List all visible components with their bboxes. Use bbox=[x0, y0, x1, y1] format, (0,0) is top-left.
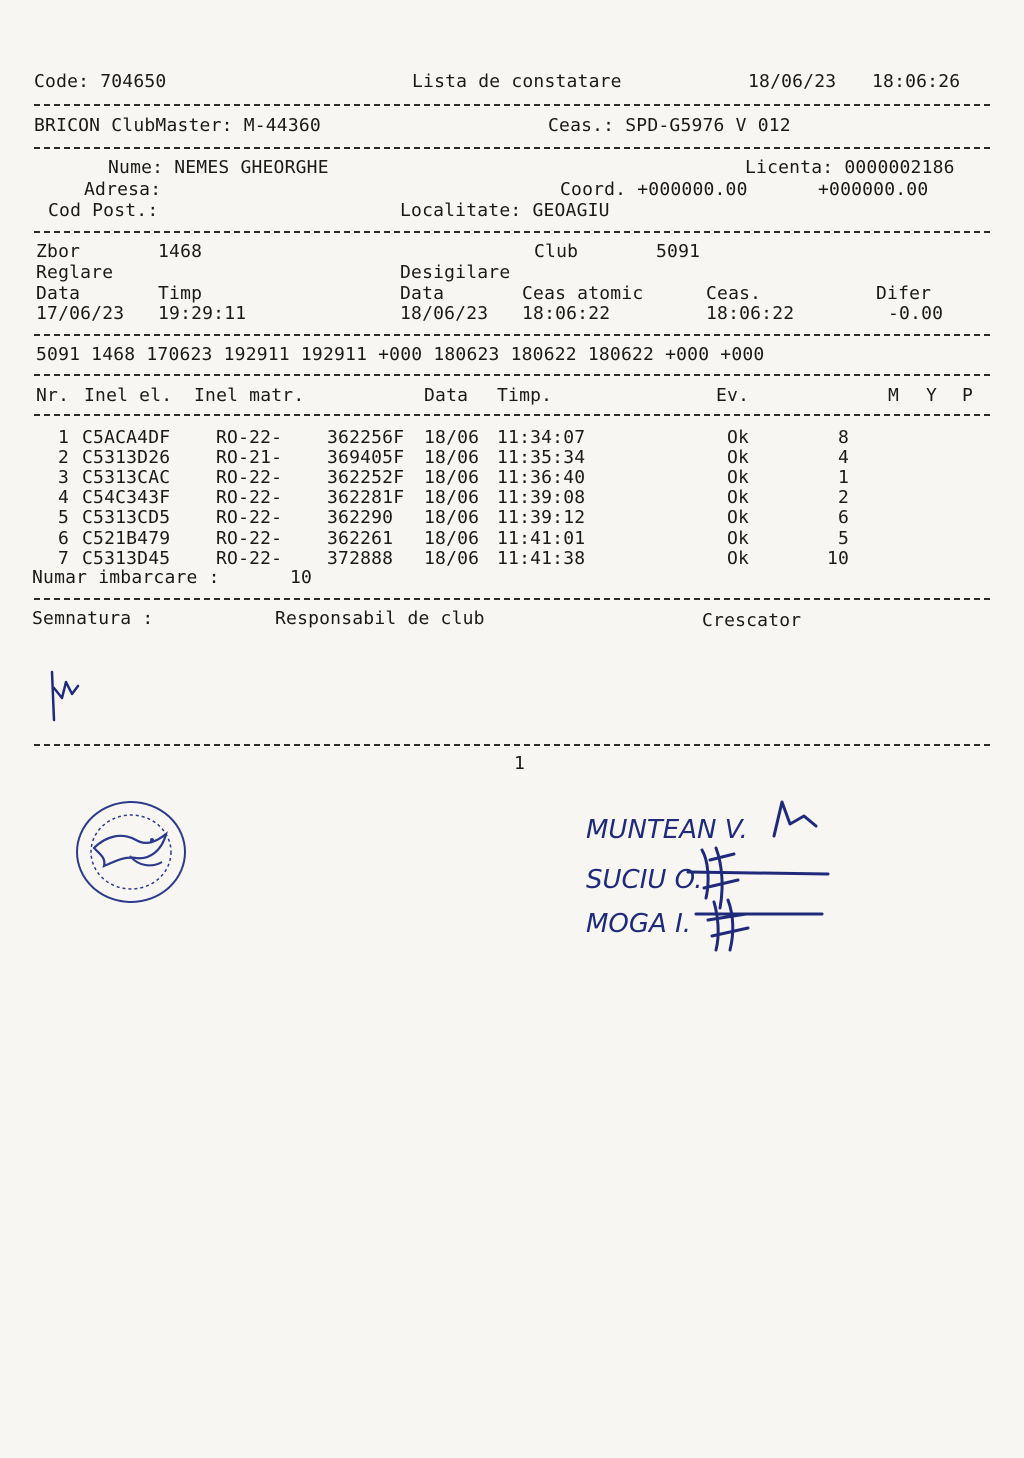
row-data: 18/06 bbox=[424, 528, 480, 549]
row-m: 5 bbox=[838, 528, 850, 549]
row-prefix: RO-22- bbox=[216, 548, 283, 569]
row-timp: 11:41:38 bbox=[497, 548, 586, 569]
row-timp: 11:41:01 bbox=[497, 528, 586, 549]
header-time: 18:06:26 bbox=[872, 71, 961, 92]
row-nr: 2 bbox=[58, 447, 70, 468]
row-timp: 11:34:07 bbox=[497, 427, 586, 448]
desigilare-clock: 18:06:22 bbox=[706, 303, 795, 324]
col-timp: Timp. bbox=[497, 385, 553, 406]
row-matr: 372888 bbox=[327, 548, 394, 569]
row-matr: 362252F bbox=[327, 467, 405, 488]
semnatura-label: Semnatura : bbox=[32, 608, 154, 629]
hand-name-1: MUNTEAN V. bbox=[586, 815, 748, 845]
hand-name-3: MOGA I. bbox=[586, 909, 692, 939]
row-m: 4 bbox=[838, 447, 850, 468]
row-m: 6 bbox=[838, 507, 850, 528]
row-data: 18/06 bbox=[424, 507, 480, 528]
hand-name-2: SUCIU O. bbox=[586, 865, 703, 895]
row-nr: 3 bbox=[58, 467, 70, 488]
page-number: 1 bbox=[514, 753, 526, 774]
clock-id: Ceas.: SPD-G5976 V 012 bbox=[548, 115, 791, 136]
reglare-label: Reglare bbox=[36, 262, 114, 283]
divider bbox=[34, 598, 990, 600]
row-inel-el: C5313D26 bbox=[82, 447, 171, 468]
divider bbox=[34, 374, 990, 376]
row-inel-el: C5ACA4DF bbox=[82, 427, 171, 448]
difer-label: Difer bbox=[876, 283, 932, 304]
desigilare-data-label: Data bbox=[400, 283, 445, 304]
row-timp: 11:39:12 bbox=[497, 507, 586, 528]
reglare-timp-label: Timp bbox=[158, 283, 203, 304]
divider bbox=[34, 104, 990, 106]
row-matr: 362261 bbox=[327, 528, 394, 549]
clubmaster-device: BRICON ClubMaster: M-44360 bbox=[34, 115, 321, 136]
handwritten-signatures bbox=[578, 790, 840, 960]
row-data: 18/06 bbox=[424, 447, 480, 468]
owner-name: Nume: NEMES GHEORGHE bbox=[108, 157, 329, 178]
row-prefix: RO-22- bbox=[216, 528, 283, 549]
reglare-data-label: Data bbox=[36, 283, 81, 304]
row-nr: 4 bbox=[58, 487, 70, 508]
row-timp: 11:39:08 bbox=[497, 487, 586, 508]
row-m: 1 bbox=[838, 467, 850, 488]
col-data: Data bbox=[424, 385, 469, 406]
row-matr: 362256F bbox=[327, 427, 405, 448]
divider bbox=[34, 147, 990, 149]
row-inel-el: C5313D45 bbox=[82, 548, 171, 569]
desigilare-label: Desigilare bbox=[400, 262, 511, 283]
col-y: Y bbox=[926, 385, 938, 406]
row-data: 18/06 bbox=[424, 467, 480, 488]
reglare-date: 17/06/23 bbox=[36, 303, 125, 324]
divider bbox=[34, 414, 990, 416]
imbarcare-value: 10 bbox=[290, 567, 313, 588]
row-ev: Ok bbox=[727, 447, 750, 468]
zbor-value: 1468 bbox=[158, 241, 203, 262]
col-nr: Nr. bbox=[36, 385, 70, 406]
row-data: 18/06 bbox=[424, 427, 480, 448]
reglare-time: 19:29:11 bbox=[158, 303, 247, 324]
row-timp: 11:36:40 bbox=[497, 467, 586, 488]
row-nr: 1 bbox=[58, 427, 70, 448]
desigilare-date: 18/06/23 bbox=[400, 303, 489, 324]
col-m: M bbox=[888, 385, 900, 406]
row-matr: 362281F bbox=[327, 487, 405, 508]
divider bbox=[34, 334, 990, 336]
row-inel-el: C5313CAC bbox=[82, 467, 171, 488]
owner-coord-2: +000000.00 bbox=[818, 179, 929, 200]
row-matr: 362290 bbox=[327, 507, 394, 528]
row-nr: 5 bbox=[58, 507, 70, 528]
row-data: 18/06 bbox=[424, 487, 480, 508]
club-stamp bbox=[70, 796, 192, 908]
row-timp: 11:35:34 bbox=[497, 447, 586, 468]
row-inel-el: C54C343F bbox=[82, 487, 171, 508]
owner-coord: Coord. +000000.00 bbox=[560, 179, 748, 200]
owner-postal: Cod Post.: bbox=[48, 200, 159, 221]
imbarcare-label: Numar imbarcare : bbox=[32, 567, 220, 588]
crescator-label: Crescator bbox=[702, 610, 802, 631]
owner-locality: Localitate: GEOAGIU bbox=[400, 200, 610, 221]
club-value: 5091 bbox=[656, 241, 701, 262]
row-nr: 7 bbox=[58, 548, 70, 569]
ceas-atomic-label: Ceas atomic bbox=[522, 283, 644, 304]
divider bbox=[34, 231, 990, 233]
owner-address: Adresa: bbox=[84, 179, 162, 200]
header-date: 18/06/23 bbox=[748, 71, 837, 92]
col-inel-el: Inel el. bbox=[84, 385, 173, 406]
ceas-label: Ceas. bbox=[706, 283, 762, 304]
col-p: P bbox=[962, 385, 974, 406]
row-prefix: RO-22- bbox=[216, 507, 283, 528]
row-prefix: RO-22- bbox=[216, 427, 283, 448]
row-m: 8 bbox=[838, 427, 850, 448]
row-prefix: RO-22- bbox=[216, 487, 283, 508]
row-ev: Ok bbox=[727, 487, 750, 508]
row-prefix: RO-21- bbox=[216, 447, 283, 468]
club-label: Club bbox=[534, 241, 579, 262]
row-ev: Ok bbox=[727, 427, 750, 448]
desigilare-atomic: 18:06:22 bbox=[522, 303, 611, 324]
row-ev: Ok bbox=[727, 467, 750, 488]
owner-license: Licenta: 0000002186 bbox=[745, 157, 955, 178]
row-data: 18/06 bbox=[424, 548, 480, 569]
code-line: 5091 1468 170623 192911 192911 +000 180623 180622 180622 +000 +000 bbox=[36, 344, 765, 365]
difer-value: -0.00 bbox=[888, 303, 944, 324]
divider bbox=[34, 744, 990, 746]
row-ev: Ok bbox=[727, 528, 750, 549]
document-title: Lista de constatare bbox=[412, 71, 622, 92]
responsabil-label: Responsabil de club bbox=[275, 608, 485, 629]
row-ev: Ok bbox=[727, 507, 750, 528]
row-matr: 369405F bbox=[327, 447, 405, 468]
zbor-label: Zbor bbox=[36, 241, 81, 262]
row-m: 10 bbox=[827, 548, 850, 569]
row-nr: 6 bbox=[58, 528, 70, 549]
row-ev: Ok bbox=[727, 548, 750, 569]
col-inel-matr: Inel matr. bbox=[194, 385, 305, 406]
code-label: Code: 704650 bbox=[34, 71, 167, 92]
row-prefix: RO-22- bbox=[216, 467, 283, 488]
row-inel-el: C5313CD5 bbox=[82, 507, 171, 528]
signature-mark bbox=[44, 668, 84, 724]
col-ev: Ev. bbox=[716, 385, 750, 406]
row-inel-el: C521B479 bbox=[82, 528, 171, 549]
row-m: 2 bbox=[838, 487, 850, 508]
